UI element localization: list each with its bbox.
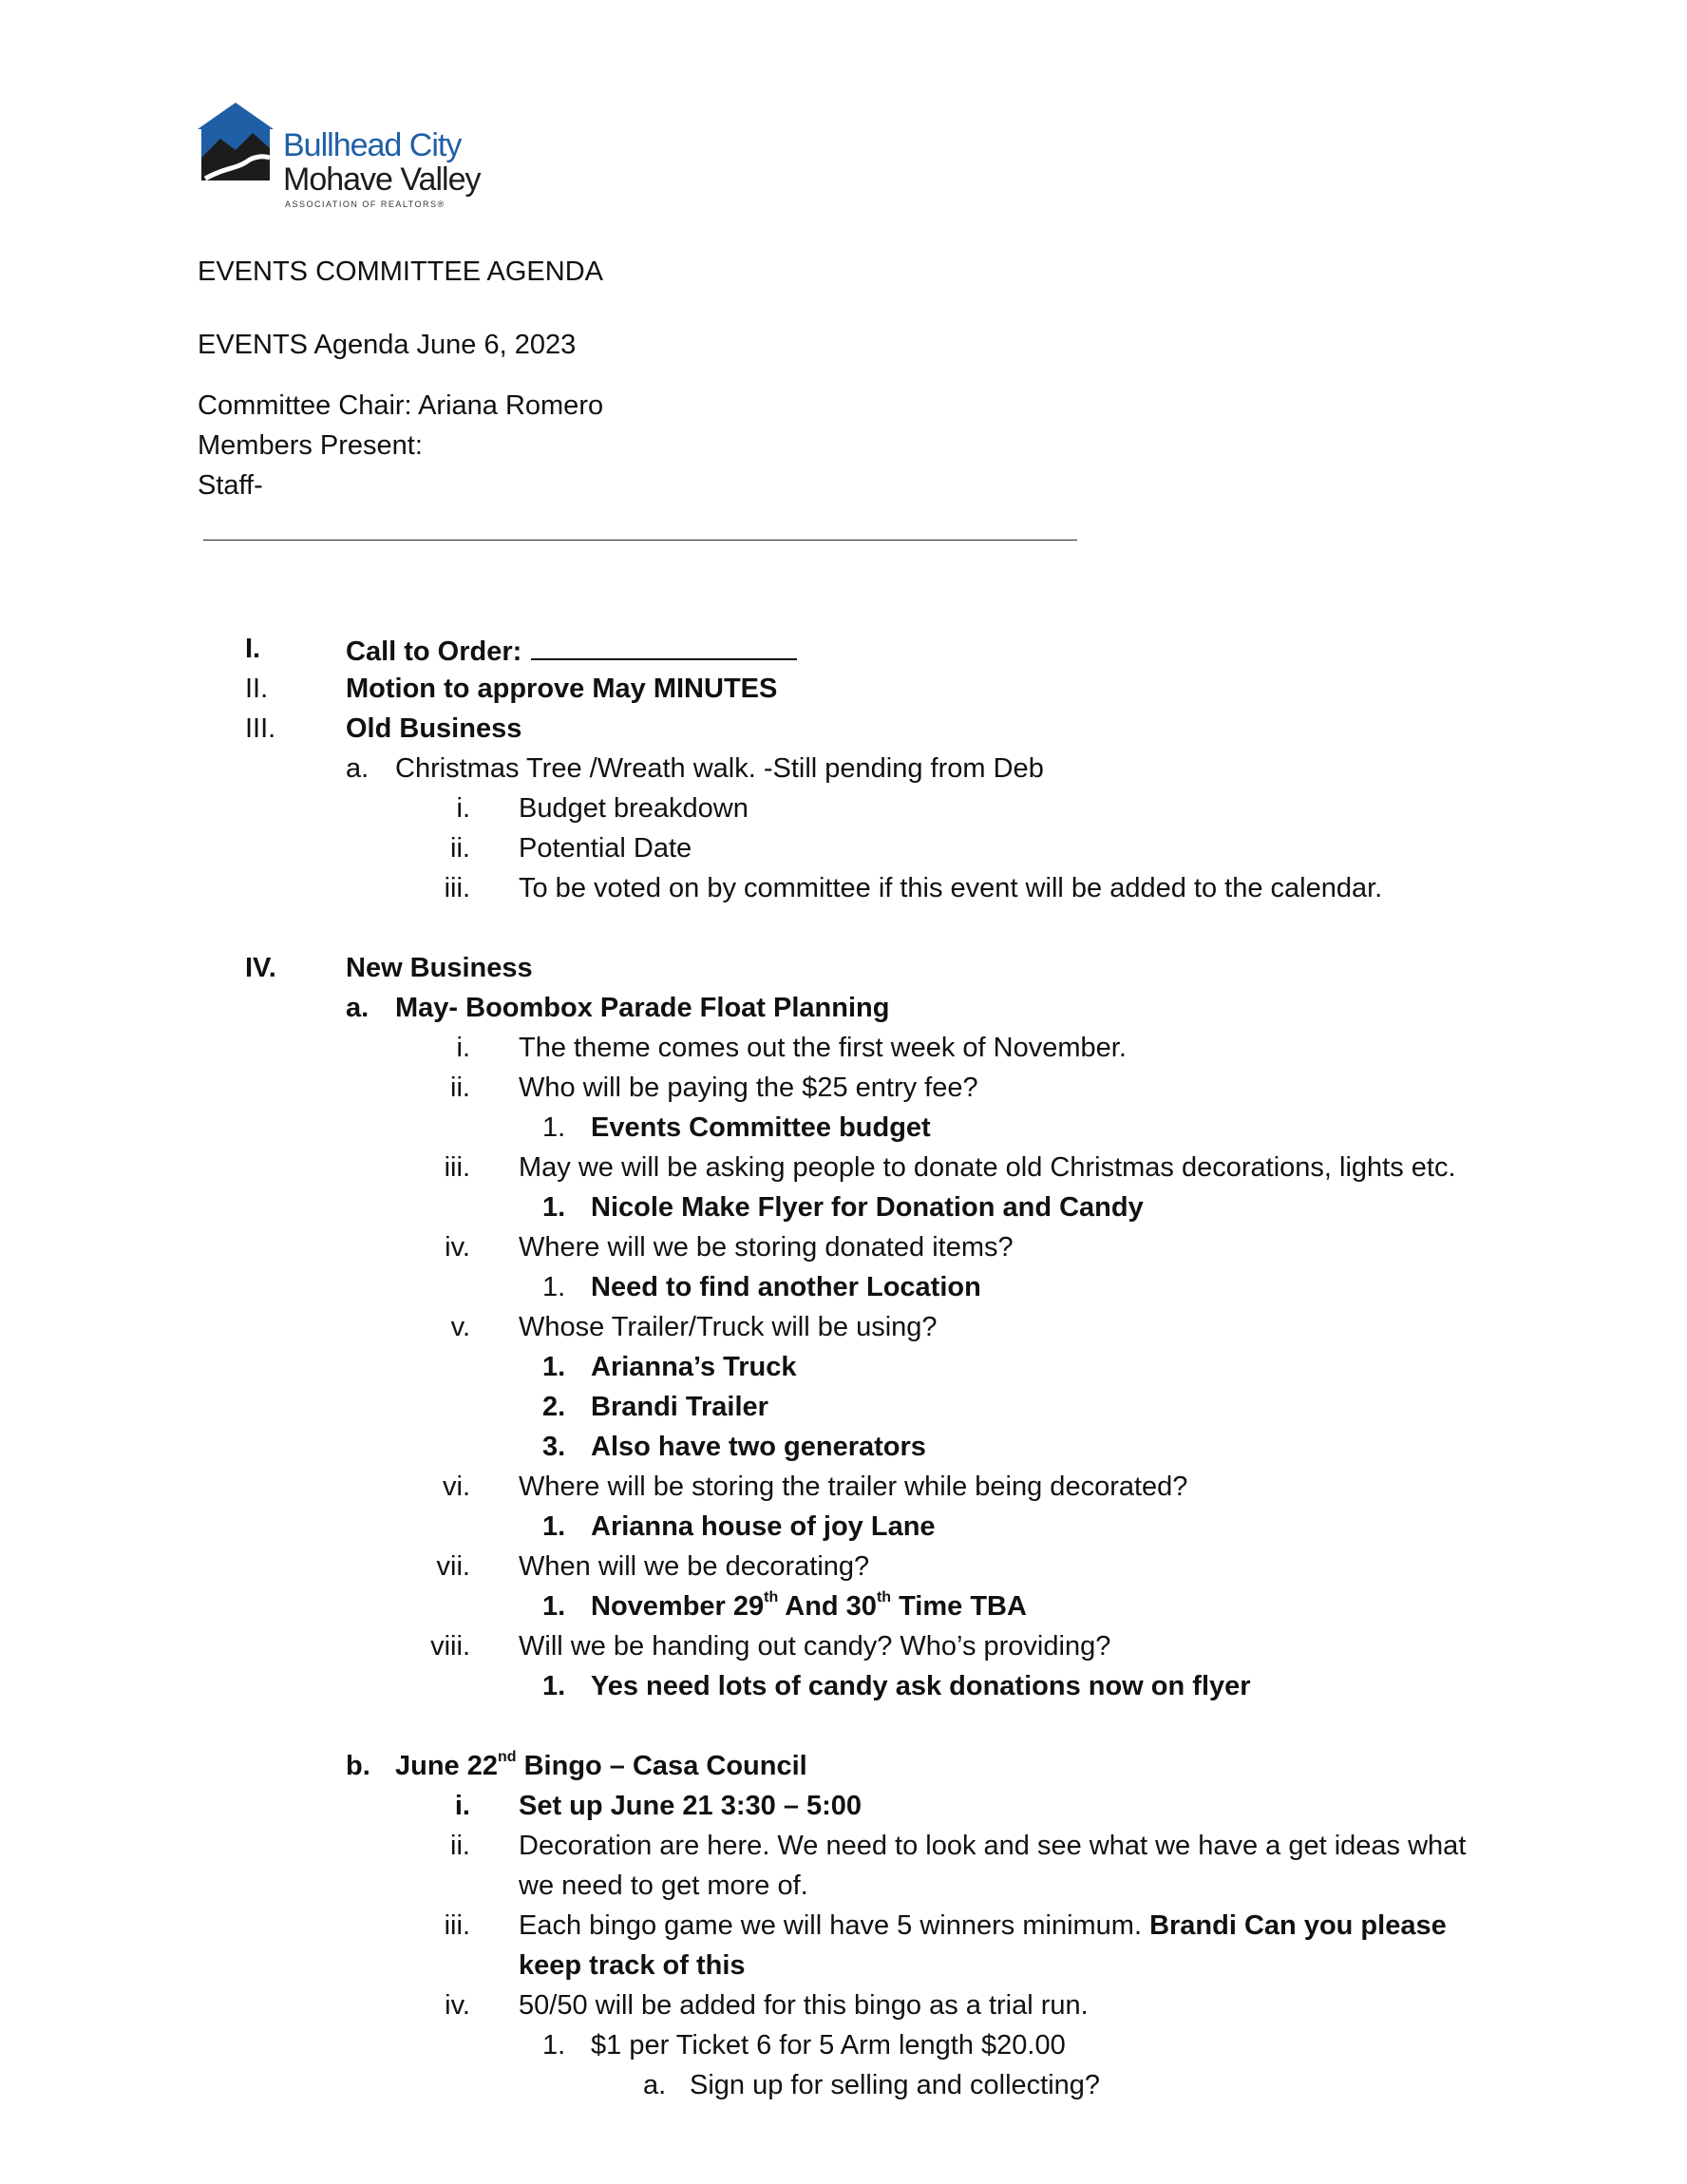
item-number: II. (245, 674, 269, 704)
item-roman: iii. (444, 1152, 470, 1183)
logo-line-2: Mohave Valley (283, 161, 481, 198)
item-arabic: 1. (542, 1671, 566, 1701)
item-arabic: 2. (542, 1392, 566, 1422)
item-roman: vii. (436, 1551, 470, 1582)
item-letter: a. (346, 753, 370, 784)
item-roman: i. (456, 1033, 470, 1063)
item-number: III. (245, 713, 276, 744)
list-item: Yes need lots of candy ask donations now on flyer (591, 1671, 1251, 1701)
header-divider (203, 540, 1077, 541)
item-roman: iii. (444, 873, 470, 903)
list-item: Where will be storing the trailer while being decorated? (519, 1472, 1188, 1502)
list-item: 50/50 will be added for this bingo as a trial run. (519, 1990, 1089, 2021)
item-letter: b. (346, 1751, 370, 1781)
committee-chair: Committee Chair: Ariana Romero (198, 390, 604, 421)
list-item: $1 per Ticket 6 for 5 Arm length $20.00 (591, 2030, 1066, 2061)
list-item: The theme comes out the first week of November. (519, 1033, 1127, 1063)
list-item: Brandi Trailer (591, 1392, 768, 1422)
item-arabic: 1. (542, 1272, 566, 1302)
item-roman: ii. (450, 833, 470, 864)
item-arabic: 1. (542, 2030, 566, 2061)
list-item: Whose Trailer/Truck will be using? (519, 1312, 938, 1342)
old-business-heading: Old Business (346, 713, 522, 744)
new-business-heading: New Business (346, 953, 533, 983)
christmas-tree-walk: Christmas Tree /Wreath walk. -Still pending from Deb (395, 753, 1044, 784)
call-to-order-label: Call to Order: (346, 636, 522, 667)
list-item: Who will be paying the $25 entry fee? (519, 1073, 978, 1103)
association-logo (198, 101, 483, 215)
item-roman: viii. (430, 1631, 470, 1662)
motion-approve-minutes: Motion to approve May MINUTES (346, 674, 778, 704)
list-item: Need to find another Location (591, 1272, 981, 1302)
list-item: Nicole Make Flyer for Donation and Candy (591, 1192, 1144, 1223)
mountain-house-icon (198, 101, 283, 186)
item-roman: i. (454, 1791, 470, 1821)
staff-line: Staff- (198, 470, 263, 501)
item-letter: a. (346, 993, 370, 1023)
item-arabic: 1. (542, 1112, 566, 1143)
item-arabic: 1. (542, 1192, 566, 1223)
item-roman: iv. (445, 1990, 470, 2021)
item-arabic: 1. (542, 1511, 566, 1542)
item-arabic: 3. (542, 1432, 566, 1462)
item-number: IV. (245, 953, 276, 983)
item-letter: a. (643, 2070, 667, 2100)
list-item: When will we be decorating? (519, 1551, 870, 1582)
boombox-parade-heading: May- Boombox Parade Float Planning (395, 993, 890, 1023)
list-item: November 29th And 30th Time TBA (591, 1589, 1027, 1622)
list-item: Also have two generators (591, 1432, 926, 1462)
item-number: I. (245, 634, 261, 664)
call-to-order (346, 636, 797, 666)
list-item: Each bingo game we will have 5 winners minimum. Brandi Can you please (519, 1910, 1447, 1941)
item-roman: v. (450, 1312, 470, 1342)
item-arabic: 1. (542, 1352, 566, 1382)
item-roman: ii. (450, 1831, 470, 1861)
list-item: Potential Date (519, 833, 692, 864)
logo-line-1: Bullhead City (283, 127, 462, 163)
list-item-continuation: keep track of this (519, 1950, 746, 1981)
list-item: Sign up for selling and collecting? (690, 2070, 1101, 2100)
item-roman: ii. (450, 1073, 470, 1103)
list-item: Will we be handing out candy? Who’s providing? (519, 1631, 1111, 1662)
list-item-continuation: we need to get more of. (519, 1871, 808, 1901)
list-item: Events Committee budget (591, 1112, 931, 1143)
agenda-date: EVENTS Agenda June 6, 2023 (198, 330, 577, 360)
list-item: Decoration are here. We need to look and see what we have a get ideas what (519, 1831, 1467, 1861)
list-item: Set up June 21 3:30 – 5:00 (519, 1791, 862, 1821)
item-roman: iv. (445, 1232, 470, 1263)
item-roman: vi. (443, 1472, 470, 1502)
item-roman: i. (456, 793, 470, 824)
call-to-order-blank (531, 636, 797, 660)
document-title: EVENTS COMMITTEE AGENDA (198, 256, 603, 287)
list-item: To be voted on by committee if this event will be added to the calendar. (519, 873, 1383, 903)
list-item: May we will be asking people to donate old Christmas decorations, lights etc. (519, 1152, 1456, 1183)
item-roman: iii. (444, 1910, 470, 1941)
list-item: Budget breakdown (519, 793, 749, 824)
logo-line-3: ASSOCIATION OF REALTORS® (285, 199, 445, 209)
bingo-heading: June 22nd Bingo – Casa Council (395, 1749, 807, 1781)
list-item: Arianna house of joy Lane (591, 1511, 936, 1542)
list-item: Where will we be storing donated items? (519, 1232, 1014, 1263)
members-present: Members Present: (198, 430, 423, 461)
item-arabic: 1. (542, 1591, 566, 1622)
list-item: Arianna’s Truck (591, 1352, 797, 1382)
